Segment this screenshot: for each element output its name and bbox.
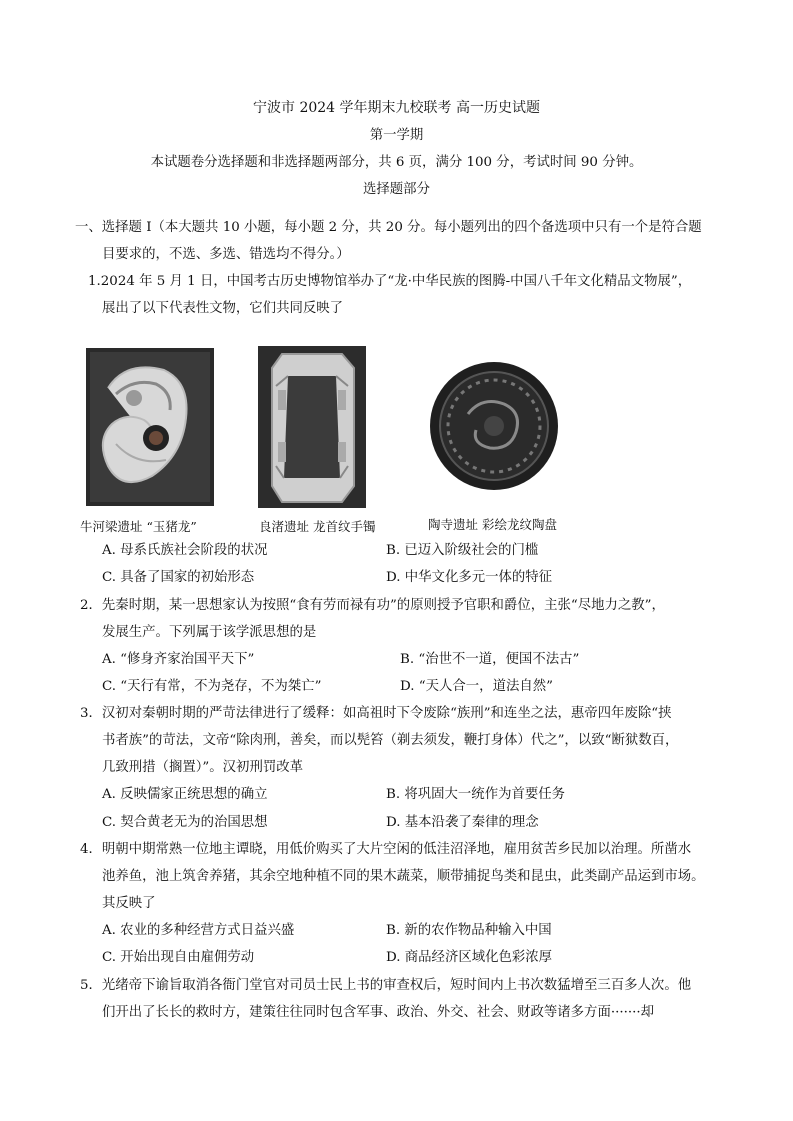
caption-dragon-bracelet: 良渚遗址 龙首纹手镯 (259, 519, 376, 534)
q3-option-d[interactable]: D. 基本沿袭了秦律的理念 (386, 815, 539, 830)
q4-stem-line3: 其反映了 (102, 896, 156, 911)
dragon-bracelet-image (258, 346, 366, 508)
q4-option-b[interactable]: B. 新的农作物品种输入中国 (386, 923, 552, 938)
q4-option-a[interactable]: A. 农业的多种经营方式日益兴盛 (102, 923, 295, 938)
caption-dragon-plate: 陶寺遗址 彩绘龙纹陶盘 (428, 517, 557, 532)
section-heading-line2: 目要求的，不选、多选、错选均不得分。） (102, 247, 350, 262)
q2-option-d[interactable]: D. “天人合一，道法自然” (400, 679, 553, 694)
q2-option-b[interactable]: B. “治世不一道，便国不法古” (400, 652, 580, 667)
q3-option-a[interactable]: A. 反映儒家正统思想的确立 (102, 787, 268, 802)
painted-dragon-plate-image (424, 344, 564, 504)
q2-stem-line2: 发展生产。下列属于该学派思想的是 (102, 625, 317, 640)
q3-option-b[interactable]: B. 将巩固大一统作为首要任务 (386, 787, 566, 802)
section-heading-line1: 一、选择题 I（本大题共 10 小题，每小题 2 分，共 20 分。每小题列出的四个备选项中只有一个是符合题 (75, 220, 702, 235)
q4-option-c[interactable]: C. 开始出现自由雇佣劳动 (102, 950, 255, 965)
q1-option-d[interactable]: D. 中华文化多元一体的特征 (386, 570, 553, 585)
q1-stem-line1: 1.2024 年 5 月 1 日，中国考古历史博物馆举办了“龙·中华民族的图腾-中国八千年文化精品文物展”， (88, 274, 692, 289)
exam-term: 第一学期 (369, 128, 424, 143)
q1-option-c[interactable]: C. 具备了国家的初始形态 (102, 570, 255, 585)
q1-stem-line2: 展出了以下代表性文物，它们共同反映了 (102, 301, 344, 316)
q3-option-c[interactable]: C. 契合黄老无为的治国思想 (102, 815, 268, 830)
q2-option-c[interactable]: C. “天行有常，不为尧存，不为桀亡” (102, 679, 322, 694)
q4-stem-line1: 4．明朝中期常熟一位地主谭晓，用低价购买了大片空闲的低洼沼泽地，雇用贫苦乡民加以治理。所凿水 (80, 842, 692, 857)
q3-stem-line2: 书者族”的苛法，文帝“除肉刑，善矣，而以髡笞（剃去须发，鞭打身体）代之”，以致“断狱数百， (102, 733, 679, 748)
q4-stem-line2: 池养鱼，池上筑舍养猪，其余空地种植不同的果木蔬菜，顺带捕捉鸟类和昆虫，此类副产品运到市场。 (102, 869, 705, 884)
q2-option-a[interactable]: A. “修身齐家治国平天下” (102, 652, 255, 667)
q3-stem-line3: 几致刑措（搁置）”。汉初刑罚改革 (102, 760, 304, 775)
q1-option-b[interactable]: B. 已迈入阶级社会的门槛 (386, 543, 539, 558)
caption-jade-pig-dragon: 牛河梁遗址 “玉猪龙” (80, 519, 197, 534)
q2-stem-line1: 2．先秦时期，某一思想家认为按照“食有劳而禄有功”的原则授予官职和爵位，主张“尽地力之教”， (80, 598, 665, 613)
q4-option-d[interactable]: D. 商品经济区域化色彩浓厚 (386, 950, 553, 965)
q5-stem-line1: 5．光绪帝下谕旨取消各衙门堂官对司员士民上书的审查权后，短时间内上书次数猛增至三百多人次。他 (80, 978, 692, 993)
q1-option-a[interactable]: A. 母系氏族社会阶段的状况 (102, 543, 268, 558)
exam-note: 本试题卷分选择题和非选择题两部分，共 6 页，满分 100 分，考试时间 90 分钟。 (150, 155, 643, 170)
jade-pig-dragon-image (86, 348, 214, 506)
q3-stem-line1: 3．汉初对秦朝时期的严苛法律进行了缓释：如高祖时下令废除“族刑”和连坐之法，惠帝四年废除“挟 (80, 706, 672, 721)
q5-stem-line2: 们开出了长长的救时方，建策往往同时包含军事、政治、外交、社会、财政等诸多方面·······却 (102, 1005, 655, 1020)
part-title: 选择题部分 (363, 182, 430, 197)
exam-title: 宁波市 2024 学年期末九校联考 高一历史试题 (253, 100, 540, 116)
